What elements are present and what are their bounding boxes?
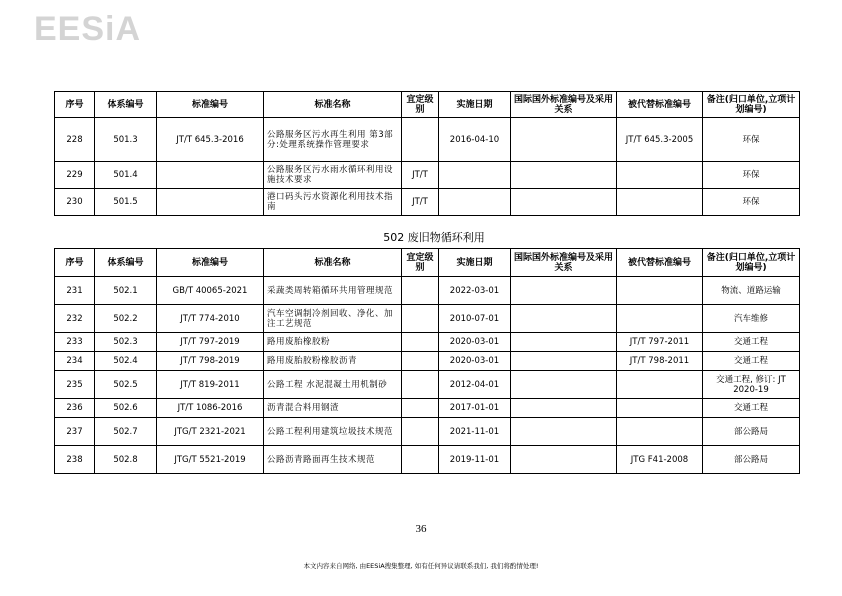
cell-intl xyxy=(511,162,617,189)
cell-replaced xyxy=(617,305,703,333)
cell-sys: 502.1 xyxy=(95,277,157,305)
table-row xyxy=(55,333,800,352)
cell-sys: 502.7 xyxy=(95,418,157,446)
cell-note: 物流、道路运输 xyxy=(703,277,800,305)
cell-level xyxy=(402,371,439,399)
cell-intl xyxy=(511,446,617,474)
cell-no: 228 xyxy=(55,118,95,162)
table-row xyxy=(55,118,800,162)
cell-level xyxy=(402,446,439,474)
page-number: 36 xyxy=(415,523,427,535)
column-header: 被代替标准编号 xyxy=(617,92,703,118)
cell-no: 232 xyxy=(55,305,95,333)
cell-no: 234 xyxy=(55,352,95,371)
cell-replaced xyxy=(617,418,703,446)
footer-disclaimer: 本文内容来自网络, 由EESiA搜集整理, 如有任何异议请联系我们, 我们将酌情处理! xyxy=(303,562,539,570)
cell-std xyxy=(157,162,264,189)
header-row xyxy=(55,249,800,277)
column-header: 备注(归口单位,立项计划编号) xyxy=(703,92,800,118)
cell-level xyxy=(402,305,439,333)
column-header: 实施日期 xyxy=(439,92,511,118)
cell-name: 汽车空调制冷剂回收、净化、加注工艺规范 xyxy=(264,305,402,333)
cell-name: 公路工程利用建筑垃圾技术规范 xyxy=(264,418,402,446)
cell-replaced: JT/T 797-2011 xyxy=(617,333,703,352)
cell-level xyxy=(402,333,439,352)
cell-no: 230 xyxy=(55,189,95,216)
cell-intl xyxy=(511,399,617,418)
cell-note: 部公路局 xyxy=(703,418,800,446)
cell-date: 2021-11-01 xyxy=(439,418,511,446)
table-row xyxy=(55,162,800,189)
cell-date: 2017-01-01 xyxy=(439,399,511,418)
cell-name: 公路服务区污水再生利用 第3部分:处理系统操作管理要求 xyxy=(264,118,402,162)
column-header: 标准编号 xyxy=(157,92,264,118)
cell-name: 港口码头污水资源化利用技术指南 xyxy=(264,189,402,216)
cell-note: 部公路局 xyxy=(703,446,800,474)
cell-intl xyxy=(511,371,617,399)
column-header: 序号 xyxy=(55,249,95,277)
cell-name: 公路工程 水泥混凝土用机制砂 xyxy=(264,371,402,399)
header-row xyxy=(55,92,800,118)
cell-no: 238 xyxy=(55,446,95,474)
cell-intl xyxy=(511,305,617,333)
cell-level: JT/T xyxy=(402,162,439,189)
cell-sys: 502.3 xyxy=(95,333,157,352)
cell-std: JTG/T 5521-2019 xyxy=(157,446,264,474)
column-header: 标准名称 xyxy=(264,249,402,277)
cell-no: 235 xyxy=(55,371,95,399)
cell-std: JT/T 798-2019 xyxy=(157,352,264,371)
cell-date: 2019-11-01 xyxy=(439,446,511,474)
cell-no: 229 xyxy=(55,162,95,189)
cell-date: 2010-07-01 xyxy=(439,305,511,333)
cell-sys: 501.5 xyxy=(95,189,157,216)
standards-table-501 xyxy=(54,91,800,216)
eesia-logo: EESiA xyxy=(34,10,142,48)
cell-no: 236 xyxy=(55,399,95,418)
cell-no: 237 xyxy=(55,418,95,446)
cell-no: 231 xyxy=(55,277,95,305)
column-header: 体系编号 xyxy=(95,92,157,118)
cell-std: JT/T 797-2019 xyxy=(157,333,264,352)
cell-std: JT/T 774-2010 xyxy=(157,305,264,333)
table-row xyxy=(55,277,800,305)
cell-intl xyxy=(511,189,617,216)
column-header: 标准名称 xyxy=(264,92,402,118)
cell-intl xyxy=(511,118,617,162)
cell-level xyxy=(402,352,439,371)
cell-sys: 502.4 xyxy=(95,352,157,371)
cell-note: 环保 xyxy=(703,189,800,216)
cell-replaced: JTG F41-2008 xyxy=(617,446,703,474)
cell-date xyxy=(439,189,511,216)
table-row xyxy=(55,446,800,474)
cell-date: 2020-03-01 xyxy=(439,352,511,371)
cell-intl xyxy=(511,333,617,352)
column-header: 序号 xyxy=(55,92,95,118)
cell-date: 2022-03-01 xyxy=(439,277,511,305)
column-header: 标准编号 xyxy=(157,249,264,277)
cell-level xyxy=(402,277,439,305)
cell-replaced xyxy=(617,399,703,418)
cell-level xyxy=(402,399,439,418)
cell-std: JT/T 645.3-2016 xyxy=(157,118,264,162)
column-header: 宜定级别 xyxy=(402,92,439,118)
column-header: 被代替标准编号 xyxy=(617,249,703,277)
cell-replaced: JT/T 645.3-2005 xyxy=(617,118,703,162)
column-header: 实施日期 xyxy=(439,249,511,277)
section-title-502: 502 废旧物循环利用 xyxy=(383,231,485,244)
column-header: 体系编号 xyxy=(95,249,157,277)
cell-name: 采蔬类周转箱循环共用管理规范 xyxy=(264,277,402,305)
cell-sys: 502.8 xyxy=(95,446,157,474)
cell-std: JT/T 819-2011 xyxy=(157,371,264,399)
cell-date: 2020-03-01 xyxy=(439,333,511,352)
cell-note: 汽车维修 xyxy=(703,305,800,333)
cell-note: 交通工程 xyxy=(703,352,800,371)
cell-date: 2016-04-10 xyxy=(439,118,511,162)
cell-level xyxy=(402,418,439,446)
cell-name: 公路服务区污水雨水循环利用设施技术要求 xyxy=(264,162,402,189)
standards-table-502 xyxy=(54,248,800,474)
table-row xyxy=(55,371,800,399)
column-header: 备注(归口单位,立项计划编号) xyxy=(703,249,800,277)
cell-sys: 502.2 xyxy=(95,305,157,333)
cell-sys: 502.6 xyxy=(95,399,157,418)
cell-std: JTG/T 2321-2021 xyxy=(157,418,264,446)
cell-replaced xyxy=(617,189,703,216)
cell-intl xyxy=(511,352,617,371)
cell-sys: 501.4 xyxy=(95,162,157,189)
cell-name: 路用废胎橡胶粉 xyxy=(264,333,402,352)
cell-note: 环保 xyxy=(703,118,800,162)
table-row xyxy=(55,399,800,418)
column-header: 国际国外标准编号及采用关系 xyxy=(511,249,617,277)
cell-replaced xyxy=(617,277,703,305)
cell-sys: 501.3 xyxy=(95,118,157,162)
cell-replaced xyxy=(617,162,703,189)
cell-name: 路用废胎胶粉橡胶沥青 xyxy=(264,352,402,371)
table-row xyxy=(55,418,800,446)
cell-note: 交通工程 xyxy=(703,399,800,418)
cell-name: 公路沥青路面再生技术规范 xyxy=(264,446,402,474)
table-row xyxy=(55,352,800,371)
cell-note: 交通工程, 修订: JT 2020-19 xyxy=(703,371,800,399)
cell-replaced: JT/T 798-2011 xyxy=(617,352,703,371)
cell-level: JT/T xyxy=(402,189,439,216)
cell-std: JT/T 1086-2016 xyxy=(157,399,264,418)
column-header: 宜定级别 xyxy=(402,249,439,277)
cell-intl xyxy=(511,418,617,446)
cell-replaced xyxy=(617,371,703,399)
cell-level xyxy=(402,118,439,162)
cell-std: GB/T 40065-2021 xyxy=(157,277,264,305)
cell-intl xyxy=(511,277,617,305)
cell-note: 交通工程 xyxy=(703,333,800,352)
cell-date xyxy=(439,162,511,189)
cell-date: 2012-04-01 xyxy=(439,371,511,399)
cell-sys: 502.5 xyxy=(95,371,157,399)
cell-no: 233 xyxy=(55,333,95,352)
column-header: 国际国外标准编号及采用关系 xyxy=(511,92,617,118)
cell-note: 环保 xyxy=(703,162,800,189)
cell-name: 沥青混合料用钢渣 xyxy=(264,399,402,418)
table-row xyxy=(55,305,800,333)
cell-std xyxy=(157,189,264,216)
table-row xyxy=(55,189,800,216)
